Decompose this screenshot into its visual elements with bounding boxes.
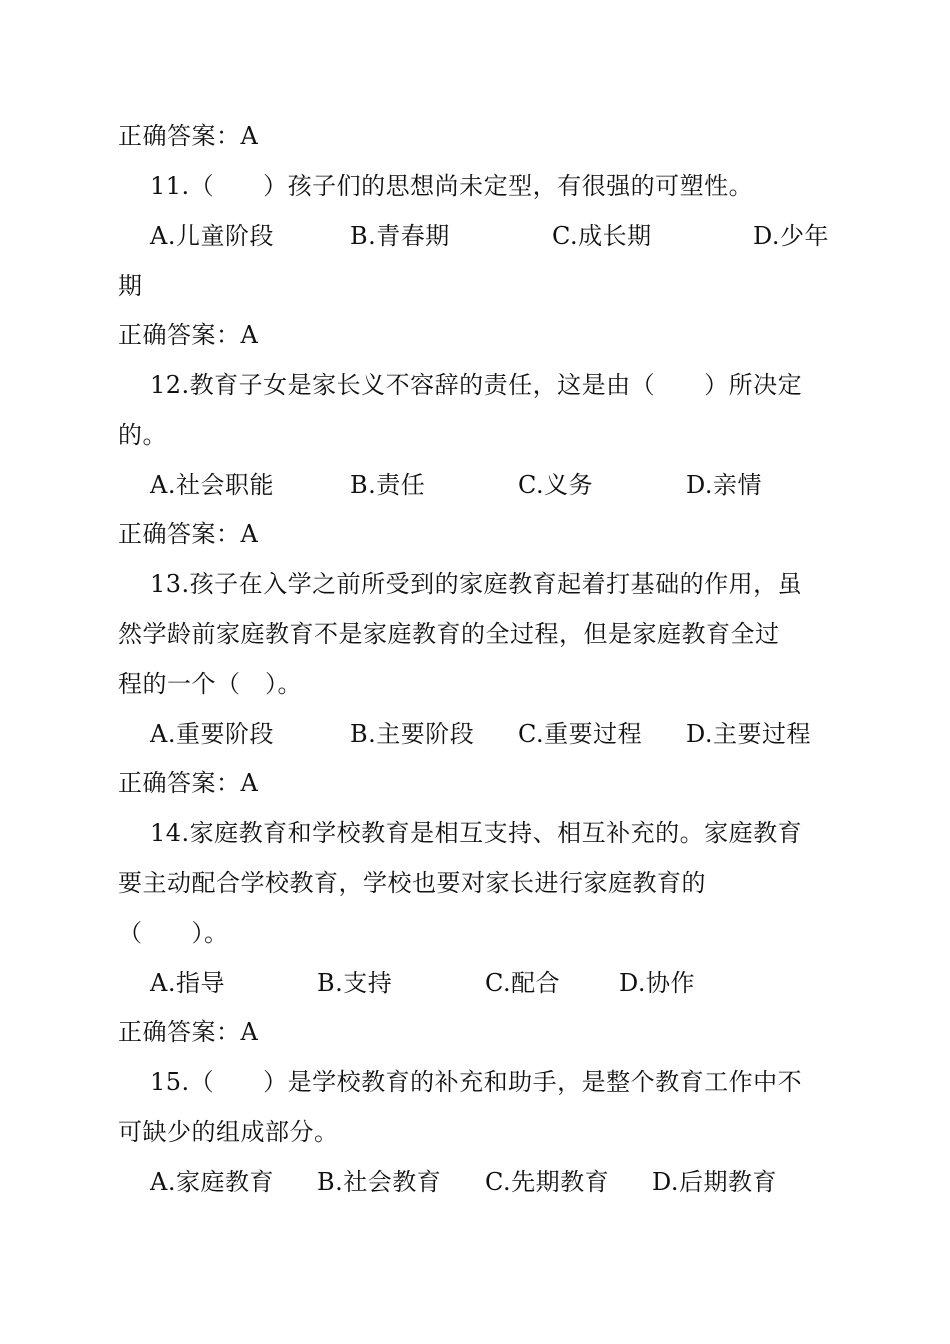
question-12-option-b: B.责任	[350, 471, 426, 499]
question-14-option-a: A.指导	[150, 969, 225, 997]
question-14-option-b: B.支持	[317, 969, 393, 997]
question-12-option-a: A.社会职能	[150, 471, 274, 499]
question-12-stem-line-1: 12.教育子女是家长义不容辞的责任，这是由（ ）所决定	[150, 371, 803, 399]
question-13-stem-line-1: 13.孩子在入学之前所受到的家庭教育起着打基础的作用，虽	[150, 570, 803, 598]
question-15-option-c: C.先期教育	[485, 1168, 610, 1196]
question-14-option-d: D.协作	[619, 969, 696, 997]
question-14-option-c: C.配合	[485, 969, 561, 997]
question-12-answer: 正确答案：A	[118, 520, 259, 548]
question-13-option-a: A.重要阶段	[150, 720, 274, 748]
question-13-stem-line-2: 然学龄前家庭教育不是家庭教育的全过程，但是家庭教育全过	[118, 620, 780, 648]
question-11-stem: 11.（ ）孩子们的思想尚未定型，有很强的可塑性。	[150, 172, 754, 200]
question-13-stem-line-3: 程的一个（ ）。	[118, 670, 302, 698]
question-15-option-b: B.社会教育	[317, 1168, 442, 1196]
question-14-stem-line-2: 要主动配合学校教育，学校也要对家长进行家庭教育的	[118, 869, 706, 897]
question-15-option-a: A.家庭教育	[150, 1168, 274, 1196]
question-13-option-b: B.主要阶段	[350, 720, 475, 748]
question-11-answer: 正确答案：A	[118, 321, 259, 349]
question-11-option-d-wrap: 期	[118, 272, 143, 300]
question-15-stem-line-1: 15.（ ）是学校教育的补充和助手，是整个教育工作中不	[150, 1068, 803, 1096]
question-14-answer: 正确答案：A	[118, 1018, 259, 1046]
question-13-answer: 正确答案：A	[118, 769, 259, 797]
question-11-option-a: A.儿童阶段	[150, 222, 274, 250]
question-15-option-d: D.后期教育	[652, 1168, 778, 1196]
question-11-option-b: B.青春期	[350, 222, 450, 250]
question-14-stem-line-1: 14.家庭教育和学校教育是相互支持、相互补充的。家庭教育	[150, 819, 803, 847]
question-12-option-d: D.亲情	[686, 471, 763, 499]
question-11-option-c: C.成长期	[552, 222, 652, 250]
question-12-stem-line-2: 的。	[118, 421, 167, 449]
question-15-stem-line-2: 可缺少的组成部分。	[118, 1118, 339, 1146]
question-12-option-c: C.义务	[518, 471, 594, 499]
question-14-stem-line-3: （ ）。	[118, 919, 229, 947]
question-13-option-d: D.主要过程	[686, 720, 812, 748]
question-13-option-c: C.重要过程	[518, 720, 643, 748]
question-11-option-d: D.少年	[753, 222, 830, 250]
answer-line: 正确答案：A	[118, 122, 259, 150]
